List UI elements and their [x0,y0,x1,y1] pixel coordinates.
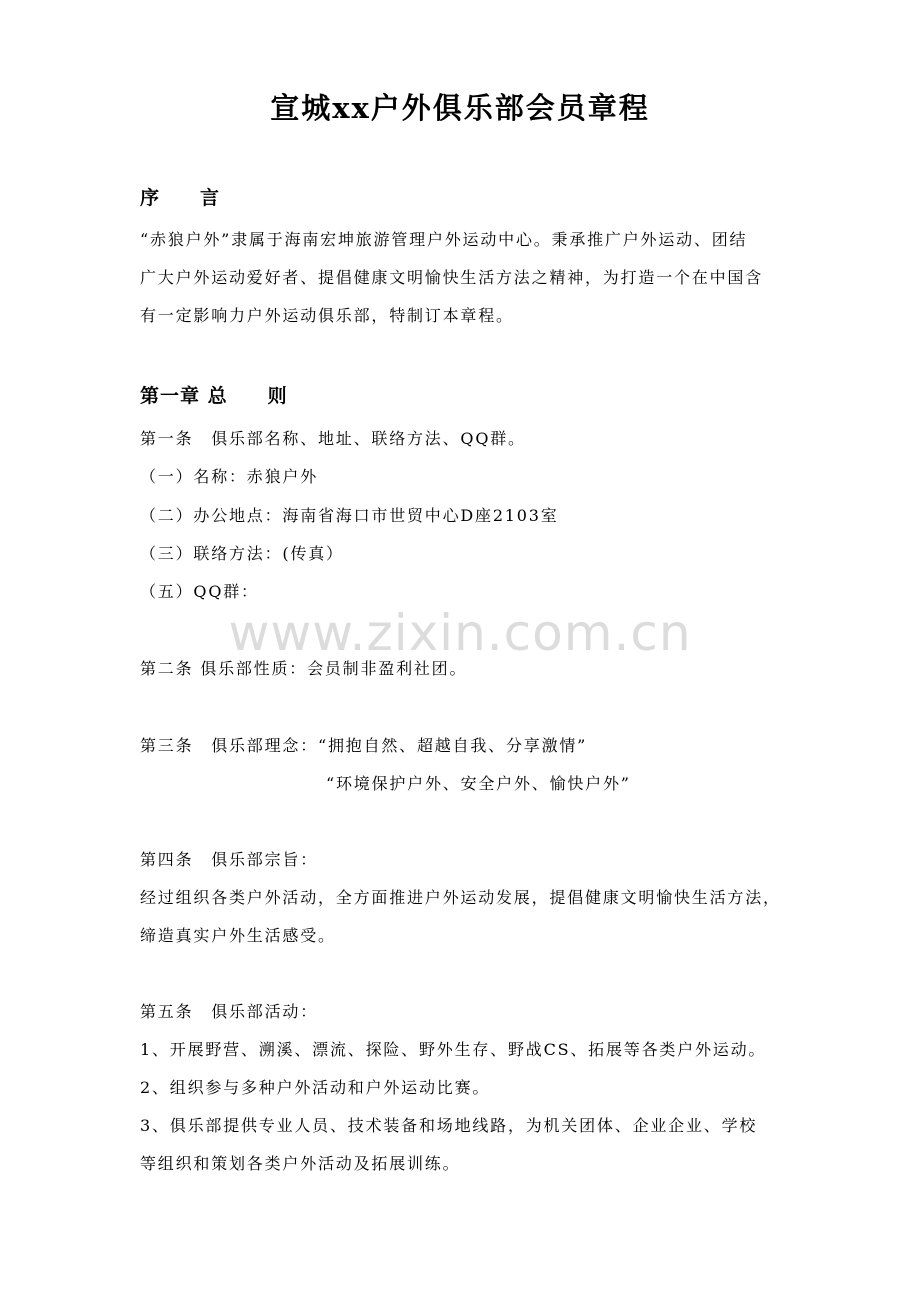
preface-line: 有一定影响力户外运动俱乐部，特制订本章程。 [140,306,514,325]
preface-line: 广大户外运动爱好者、提倡健康文明愉快生活方法之精神，为打造一个在中国含 [140,268,764,287]
article-1-item: （一）名称：赤狼户外 [140,467,319,486]
article-4-line: 缔造真实户外生活感受。 [140,926,336,945]
document-title: 宣城xx户外俱乐部会员章程 [270,91,650,125]
article-4-line: 经过组织各类户外活动，全方面推进户外运动发展，提倡健康文明愉快生活方法， [140,888,781,907]
article-3-line: 第三条 俱乐部理念：“拥抱自然、超越自我、分享激情” [140,736,588,755]
preface-line: “赤狼户外”隶属于海南宏坤旅游管理户外运动中心。秉承推广户外运动、团结 [140,230,748,249]
article-5-item: 等组织和策划各类户外活动及拓展训练。 [140,1154,461,1173]
article-3-line: “环境保护户外、安全户外、愉快户外” [326,774,631,793]
article-4-title: 第四条 俱乐部宗旨： [140,850,319,869]
chapter-heading: 第一章 总 则 [140,385,288,407]
article-5-item: 3、俱乐部提供专业人员、技术装备和场地线路，为机关团体、企业企业、学校 [140,1116,758,1135]
article-5-item: 2、组织参与多种户外活动和户外运动比赛。 [140,1078,491,1097]
article-1-title: 第一条 俱乐部名称、地址、联络方法、QQ群。 [140,429,526,448]
preface-heading: 序 言 [140,187,221,209]
article-2: 第二条 俱乐部性质：会员制非盈利社团。 [140,659,468,678]
article-5-item: 1、开展野营、溯溪、漂流、探险、野外生存、野战CS、拓展等各类户外运动。 [140,1040,767,1059]
article-1-item: （三）联络方法：(传真） [140,544,344,563]
article-1-item: （二）办公地点：海南省海口市世贸中心D座2103室 [140,506,559,525]
article-5-title: 第五条 俱乐部活动： [140,1002,319,1021]
watermark: www.zixin.com.cn [228,604,692,662]
article-1-item: （五）QQ群： [140,582,259,601]
